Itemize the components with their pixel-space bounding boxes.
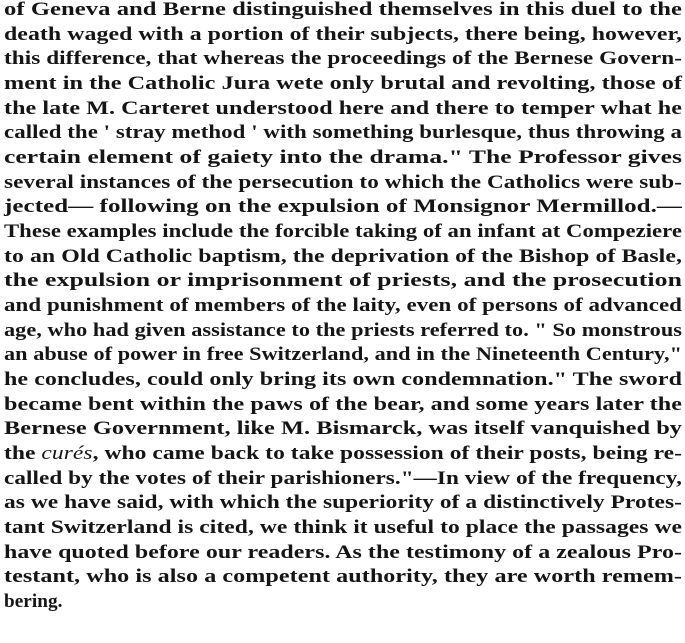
text-line: several instances of the persecution to which the Catholics were sub- [4, 172, 682, 193]
text-line: the late M. Carteret understood here and there to temper what he [4, 98, 682, 119]
text-line-with-italic [4, 441, 684, 466]
text-line: and punishment of members of the laity, even of persons of advanced [4, 295, 682, 316]
text-line: testant, who is also a competent authority, they are worth remem- [4, 566, 682, 587]
text-line: of Geneva and Berne distinguished themselves in this duel to the [4, 0, 682, 20]
text-line: an abuse of power in free Switzerland, and in the Nineteenth Century," [4, 344, 682, 365]
text-line: to an Old Catholic baptism, the deprivation of the Bishop of Basle, [4, 246, 682, 267]
text-line: certain element of gaiety into the drama." The Professor gives [4, 147, 682, 168]
text-line: ment in the Catholic Jura wete only brutal and revolting, those of [4, 73, 682, 94]
text-line: These examples include the forcible taking of an infant at Compeziere [4, 221, 682, 242]
line-rest: , who came back to take possession of their posts, being re- [92, 443, 682, 464]
text-line: he concludes, could only bring its own condemnation." The sword [4, 369, 682, 390]
italic-word: curés [41, 443, 93, 464]
text-line: became bent within the paws of the bear, and some years later the [4, 394, 682, 415]
text-line: this difference, that whereas the proceedings of the Bernese Govern- [4, 48, 682, 69]
text-line: jected— following on the expulsion of Monsignor Mermillod.— [4, 196, 682, 217]
text-line: called the ' stray method ' with something burlesque, thus throwing a [4, 122, 682, 143]
text-line: death waged with a portion of their subjects, there being, however, [4, 24, 682, 45]
text-line: as we have said, with which the superiority of a distinctively Protes- [4, 492, 682, 513]
text-line: the expulsion or imprisonment of priests, and the prosecution [4, 270, 682, 291]
newspaper-column [4, 0, 684, 643]
text-line: called by the votes of their parishioners."—In view of the frequency, [4, 468, 682, 489]
text-line: Bernese Government, like M. Bismarck, was itself vanquished by [4, 418, 682, 439]
text-line: have quoted before our readers. As the testimony of a zealous Pro- [4, 542, 682, 563]
text-line-last: bering. [4, 591, 63, 612]
text-line: age, who had given assistance to the priests referred to. " So monstrous [4, 320, 682, 341]
text-line: tant Switzerland is cited, we think it useful to place the passages we [4, 517, 682, 538]
line-prefix: the [4, 443, 42, 464]
